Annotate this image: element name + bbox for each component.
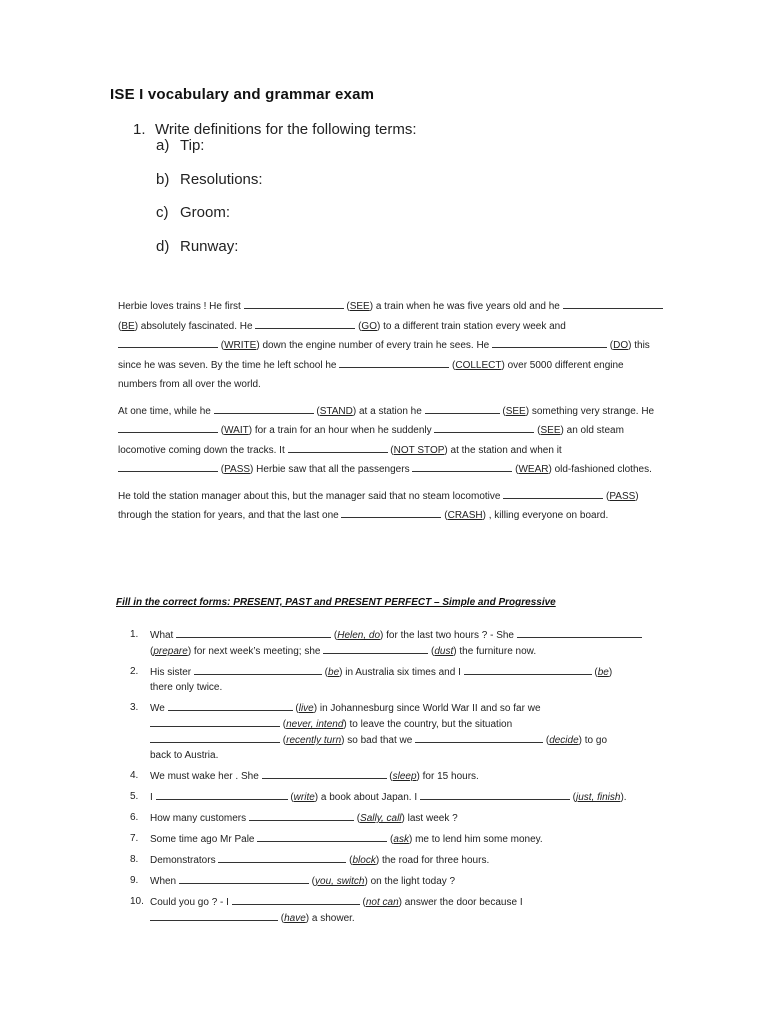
list-item: 9. When (you, switch) on the light today ? [130,875,456,887]
verb-hint: Helen, do [337,630,381,641]
answer-blank[interactable] [464,664,592,675]
answer-blank[interactable] [150,910,278,921]
answer-blank[interactable] [255,318,355,329]
verb-hint: CRASH [447,510,483,521]
verb-hint: SEE [505,405,526,417]
answer-blank[interactable] [341,507,441,518]
answer-blank[interactable] [434,422,534,433]
story-line: (WRITE) down the engine number of every train he sees. He (DO) this [118,336,678,356]
verb-hint: NOT STOP [393,444,445,456]
answer-blank[interactable] [503,488,603,499]
answer-blank[interactable] [412,461,512,472]
verb-hint: BE [121,320,135,332]
answer-blank[interactable] [118,461,218,472]
exercise-title: Fill in the correct forms: PRESENT, PAST and PRESENT PERFECT – Simple and Progressive [116,597,556,608]
answer-blank[interactable] [118,337,218,348]
verb-hint: recently turn [286,735,342,746]
exercise-list [130,627,660,931]
story-line: (BE) absolutely fascinated. He (GO) to a different train station every week and [118,317,678,337]
story-line: since he was seven. By the time he left school he (COLLECT) over 5000 different engine [118,356,678,376]
story-line: through the station for years, and that the last one (CRASH) , killing everyone on board. [118,506,678,526]
answer-blank[interactable] [420,789,570,800]
answer-blank[interactable] [323,643,428,654]
term-d: Runway: [180,238,239,255]
term-d-letter: d) [156,238,170,255]
answer-blank[interactable] [168,700,293,711]
verb-hint: just, finish [575,792,621,803]
answer-blank[interactable] [492,337,607,348]
verb-hint: SEE [349,301,370,312]
verb-hint: have [284,913,306,924]
answer-blank[interactable] [425,403,500,414]
answer-blank[interactable] [288,442,388,453]
list-item: 5. I (write) a book about Japan. I (just, finish). [130,791,627,803]
list-item: 4. We must wake her . She (sleep) for 15 hours. [130,770,479,782]
verb-hint: write [293,792,315,803]
answer-blank[interactable] [214,403,314,414]
verb-hint: WRITE [224,340,257,351]
answer-blank[interactable] [415,732,543,743]
verb-hint: live [298,703,314,714]
verb-hint: block [352,855,376,866]
story-line: (PASS) Herbie saw that all the passengers (WEAR) old-fashioned clothes. [118,460,678,480]
answer-blank[interactable] [339,357,449,368]
answer-blank[interactable] [262,768,387,779]
story-line: numbers from all over the world. [118,379,261,390]
list-item: 7. Some time ago Mr Pale (ask) me to lend him some money. [130,833,543,845]
term-b-letter: b) [156,171,170,188]
term-a-letter: a) [156,137,170,154]
answer-blank[interactable] [517,627,642,638]
answer-blank[interactable] [257,831,387,842]
verb-hint: prepare [153,646,188,657]
verb-hint: SEE [540,425,561,436]
verb-hint: WAIT [224,425,249,436]
answer-blank[interactable] [218,852,346,863]
answer-blank[interactable] [150,716,280,727]
story-line: He told the station manager about this, but the manager said that no steam locomotive (PASS) [118,487,678,507]
story-line: Herbie loves trains ! He first (SEE) a train when he was five years old and he [118,297,678,317]
verb-hint: WEAR [518,464,549,475]
verb-hint: PASS [609,490,636,502]
verb-hint: be [328,667,340,678]
answer-blank[interactable] [179,873,309,884]
list-item: 3. We (live) in Johannesburg since World War II and so far we (never, intend) to leave the country, but the situation (recently turn) so bad that we (decide) to go back to Austria. [130,702,608,761]
term-b: Resolutions: [180,171,263,188]
verb-hint: ask [393,834,409,845]
story-line: locomotive coming down the tracks. It (NOT STOP) at the station and when it [118,441,678,461]
term-a: Tip: [180,137,205,154]
answer-blank[interactable] [118,422,218,433]
verb-hint: sleep [392,771,417,782]
verb-hint: be [597,667,609,678]
list-item: 6. How many customers (Sally, call) last week ? [130,812,458,824]
story-line: At one time, while he (STAND) at a station he (SEE) something very strange. He [118,402,678,422]
verb-hint: dust [434,646,454,657]
verb-hint: STAND [319,405,353,417]
answer-blank[interactable] [249,810,354,821]
verb-hint: Sally, call [360,813,402,824]
question-1-prompt: Write definitions for the following terms: [155,121,417,138]
story-gap-fill [118,297,678,533]
verb-hint: not can [365,897,399,908]
verb-hint: decide [549,735,579,746]
answer-blank[interactable] [176,627,331,638]
verb-hint: PASS [224,464,251,475]
verb-hint: GO [361,320,377,332]
list-item: 2. His sister (be) in Australia six times and I (be) there only twice. [130,666,613,693]
verb-hint: you, switch [315,876,365,887]
story-line: (WAIT) for a train for an hour when he suddenly (SEE) an old steam [118,421,678,441]
answer-blank[interactable] [150,732,280,743]
answer-blank[interactable] [156,789,288,800]
verb-hint: DO [613,340,629,351]
term-c: Groom: [180,204,231,221]
term-c-letter: c) [156,204,169,221]
list-item: 8. Demonstrators (block) the road for three hours. [130,854,490,866]
list-item: 10. Could you go ? - I (not can) answer the door because I (have) a shower. [130,896,523,924]
verb-hint: never, intend [286,719,344,730]
verb-hint: COLLECT [455,359,502,371]
list-item: 1. What (Helen, do) for the last two hours ? - She (prepare) for next week’s meeting; she (dust) the furniture now. [130,627,660,659]
answer-blank[interactable] [563,298,663,309]
question-1-number: 1. [133,121,146,138]
answer-blank[interactable] [232,894,360,905]
page-title: ISE I vocabulary and grammar exam [110,86,375,103]
answer-blank[interactable] [194,664,322,675]
answer-blank[interactable] [244,298,344,309]
